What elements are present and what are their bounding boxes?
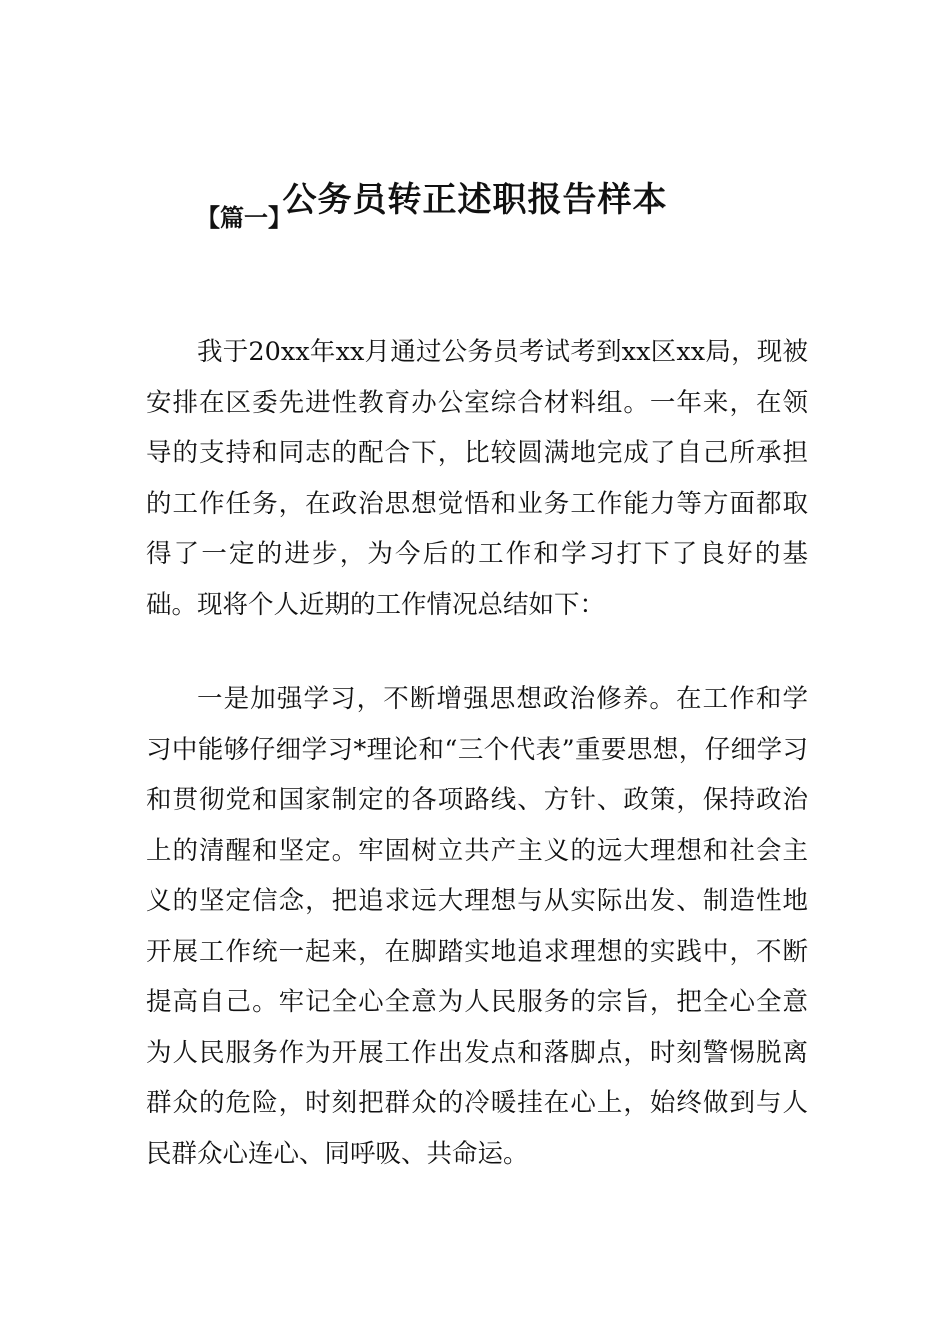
paragraph-intro: 我于20xx年xx月通过公务员考试考到xx区xx局，现被安排在区委先进性教育办公室综合材料组。一年来，在领导的支持和同志的配合下，比较圆满地完成了自己所承担的工作任务，在政治思想觉悟和业务工作能力等方面都取得了一定的进步，为今后的工作和学习打下了良好的基础。现将个人近期的工作情况总结如下：	[146, 337, 808, 620]
paragraph-study: 一是加强学习，不断增强思想政治修养。在工作和学习中能够仔细学习*理论和“三个代表”重要思想，仔细学习和贯彻党和国家制定的各项路线、方针、政策，保持政治上的清醒和坚定。牢固树立共产主义的远大理想和社会主义的坚定信念，把追求远大理想与从实际出发、制造性地开展工作统一起来，在脚踏实地追求理想的实践中，不断提高自己。牢记全心全意为人民服务的宗旨，把全心全意为人民服务作为开展工作出发点和落脚点，时刻警惕脱离群众的危险，时刻把群众的冷暖挂在心上，始终做到与人民群众心连心、同呼吸、共命运。	[146, 684, 808, 1169]
document-title: 公务员转正述职报告样本	[282, 180, 668, 220]
section-label: 【篇一】	[196, 204, 292, 232]
